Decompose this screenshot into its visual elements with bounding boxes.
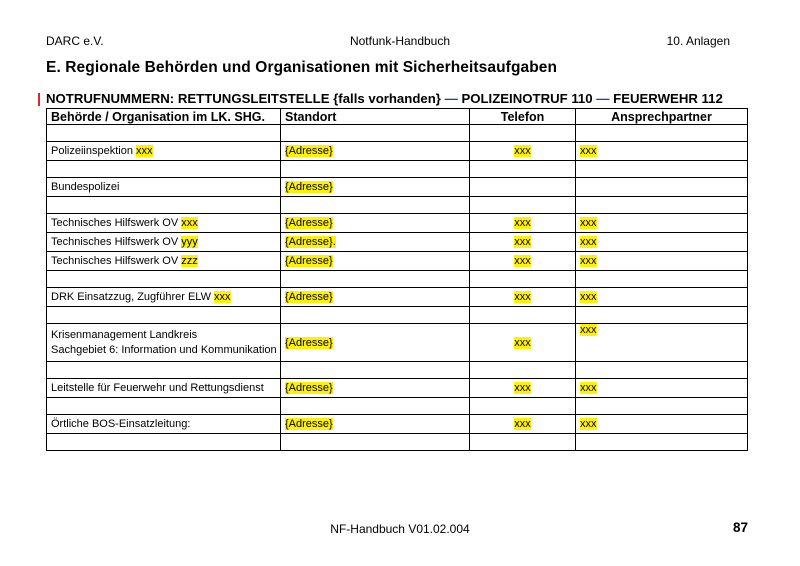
- col-header-ansprechpartner: Ansprechpartner: [576, 109, 748, 125]
- cell-ansprechpartner: xxx: [576, 288, 748, 307]
- table-row: [47, 379, 748, 398]
- col-header-standort: Standort: [281, 109, 470, 125]
- table-row: [47, 178, 748, 197]
- authorities-table: [46, 108, 748, 451]
- emergency-dash-2: —: [596, 91, 610, 106]
- section-title: E. Regionale Behörden und Organisationen mit Sicherheitsaufgaben: [46, 59, 558, 76]
- header-org: DARC e.V.: [46, 34, 104, 48]
- cell-standort: {Adresse}: [281, 142, 470, 161]
- cell-ansprechpartner: xxx: [576, 233, 748, 252]
- col-header-organisation: Behörde / Organisation im LK. SHG.: [47, 109, 281, 125]
- cell-telefon: [470, 178, 576, 197]
- cell-telefon: xxx: [470, 379, 576, 398]
- cell-telefon: xxx: [470, 142, 576, 161]
- cell-organisation: Leitstelle für Feuerwehr und Rettungsdienst: [47, 379, 281, 398]
- table-row-empty: [47, 197, 748, 214]
- cell-standort: {Adresse}: [281, 252, 470, 271]
- cell-standort: {Adresse}: [281, 324, 470, 362]
- table-row-empty: [47, 434, 748, 451]
- table-row: [47, 324, 748, 362]
- cell-ansprechpartner: xxx: [576, 252, 748, 271]
- cell-telefon: xxx: [470, 415, 576, 434]
- footer-version: NF-Handbuch V01.02.004: [330, 522, 470, 536]
- emergency-rettungsleitstelle: NOTRUFNUMMERN: RETTUNGSLEITSTELLE {falls vorhanden}: [46, 91, 441, 106]
- table-row: [47, 214, 748, 233]
- cell-ansprechpartner: [576, 178, 748, 197]
- table-row-empty: [47, 125, 748, 142]
- col-header-telefon: Telefon: [470, 109, 576, 125]
- cell-standort: {Adresse}: [281, 214, 470, 233]
- cell-standort: {Adresse}: [281, 178, 470, 197]
- table-row: [47, 142, 748, 161]
- cell-organisation: Technisches Hilfswerk OV xxx: [47, 214, 281, 233]
- table-row-empty: [47, 398, 748, 415]
- header-document-title: Notfunk-Handbuch: [349, 34, 451, 48]
- table-row: [47, 288, 748, 307]
- cell-organisation: Örtliche BOS-Einsatzleitung:: [47, 415, 281, 434]
- table-row-empty: [47, 271, 748, 288]
- table-row: [47, 252, 748, 271]
- table-row-empty: [47, 307, 748, 324]
- header-chapter: 10. Anlagen: [666, 34, 730, 48]
- cell-standort: {Adresse}.: [281, 233, 470, 252]
- cell-telefon: xxx: [470, 214, 576, 233]
- table-row: [47, 233, 748, 252]
- cell-ansprechpartner: xxx: [576, 214, 748, 233]
- cell-organisation: Polizeiinspektion xxx: [47, 142, 281, 161]
- cell-organisation: Krisenmanagement Landkreis Sachgebiet 6: Information und Kommunikation: [47, 324, 281, 362]
- emergency-polizei: POLIZEINOTRUF 110: [461, 91, 593, 106]
- cell-organisation: Technisches Hilfswerk OV zzz: [47, 252, 281, 271]
- emergency-feuerwehr: FEUERWEHR 112: [613, 91, 723, 106]
- cell-telefon: xxx: [470, 324, 576, 362]
- cell-ansprechpartner: xxx: [576, 415, 748, 434]
- cell-telefon: xxx: [470, 288, 576, 307]
- cell-organisation: Technisches Hilfswerk OV yyy: [47, 233, 281, 252]
- cell-standort: {Adresse}: [281, 288, 470, 307]
- page-number: 87: [732, 520, 748, 535]
- table-row-empty: [47, 362, 748, 379]
- emergency-dash-1: —: [444, 91, 458, 106]
- table-row: [47, 415, 748, 434]
- cell-telefon: xxx: [470, 252, 576, 271]
- cell-standort: {Adresse}: [281, 379, 470, 398]
- cell-telefon: xxx: [470, 233, 576, 252]
- table-header-row: [47, 109, 748, 125]
- cell-standort: {Adresse}: [281, 415, 470, 434]
- cell-organisation: Bundespolizei: [47, 178, 281, 197]
- cell-organisation: DRK Einsatzzug, Zugführer ELW xxx: [47, 288, 281, 307]
- cell-ansprechpartner: xxx: [576, 379, 748, 398]
- change-marker: [38, 93, 40, 106]
- cell-ansprechpartner: xxx: [576, 142, 748, 161]
- cell-ansprechpartner: xxx: [576, 324, 748, 362]
- emergency-numbers-line: [46, 91, 723, 106]
- table-row-empty: [47, 161, 748, 178]
